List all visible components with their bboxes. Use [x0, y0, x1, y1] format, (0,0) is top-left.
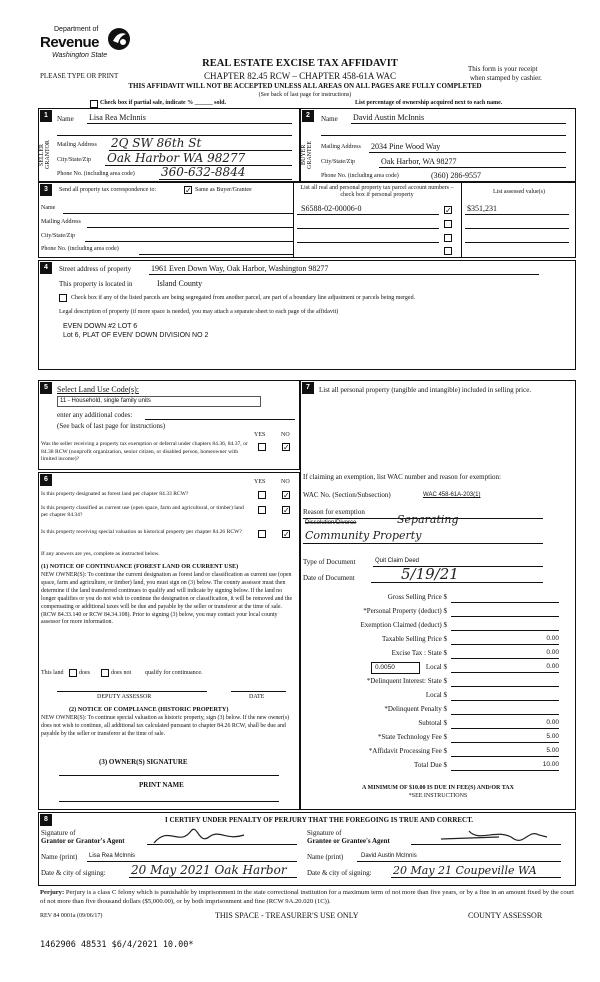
exemption-question: Was the seller receiving a property tax exemption or deferral under chapters 84.36, 84.37, or 84.38 RCW (nonprofit organization, senior citizen, or disabled person, homeowner with limited income)? [41, 441, 248, 462]
section-8 [38, 812, 576, 886]
certify-statement: I CERTIFY UNDER PENALTY OF PERJURY THAT THE FOREGOING IS TRUE AND CORRECT. [164, 816, 473, 824]
tax-row-label: Excise Tax : State $ [391, 649, 447, 657]
additional-codes-label: enter any additional codes: [57, 411, 133, 419]
tax-row-value [451, 593, 559, 603]
personal-property-checkbox-3[interactable] [444, 234, 452, 242]
exemption-no-checkbox[interactable]: ✓ [283, 443, 290, 452]
tax-row [307, 607, 565, 619]
grantor-name-label: Name (print) [41, 853, 78, 861]
grantor-date-city-label: Date & city of signing: [41, 869, 106, 877]
q-current-use: Is this property classified as current use (open space, farm and agricultural, or timber) land per chapter 84.34? [41, 505, 244, 518]
current-use-no-checkbox[interactable]: ✓ [283, 506, 290, 515]
receipt-note-1: This form is your receipt [468, 65, 538, 73]
segregated-checkbox[interactable] [59, 294, 67, 302]
s6-no-header: NO [281, 479, 290, 485]
grantee-date-city-label: Date & city of signing: [307, 869, 372, 877]
grantee-sig-label-1: Signature of [307, 829, 342, 837]
s5-yes-header: YES [254, 432, 266, 438]
buyer-mailing: 2034 Pine Wood Way [371, 142, 441, 151]
tax-row-value [451, 677, 559, 687]
dor-logo-revenue: Revenue [40, 34, 100, 51]
tax-row [307, 677, 565, 689]
tax-row-local [307, 663, 565, 675]
section-6 [38, 472, 300, 810]
tax-row-value [451, 691, 559, 701]
receipt-note-2: when stamped by cashier. [470, 74, 542, 82]
s3-phone-label: Phone No. (including area code) [41, 246, 119, 252]
assessed-value: $351,231 [467, 204, 497, 213]
seller-mailing: 2Q SW 86th St [111, 136, 202, 150]
buyer-city-label: City/State/Zip [321, 159, 355, 165]
grantor-sig-label-2: Grantor or Grantor's Agent [41, 837, 125, 845]
buyer-city: Oak Harbor, WA 98277 [381, 157, 457, 166]
street-address: 1961 Even Down Way, Oak Harbor, Washington 98277 [151, 264, 329, 273]
tax-row [307, 691, 565, 703]
tax-row-label: Gross Selling Price $ [387, 593, 447, 601]
assessed-header: List assessed value(s) [493, 189, 545, 195]
tax-row-label: Local $ [425, 663, 447, 671]
historic-yes-checkbox[interactable] [258, 530, 266, 538]
exemption-claim-label: If claiming an exemption, list WAC number and reason for exemption: [303, 473, 501, 481]
county-label: This property is located in [59, 280, 133, 288]
legal-desc-label: Legal description of property (if more space is needed, you may attach a separate sheet to each page of the affidavit) [59, 309, 339, 315]
wac-label: WAC No. (Section/Subsection) [303, 491, 391, 499]
grantee-name-label: Name (print) [307, 853, 344, 861]
dor-logo-dept: Department of [54, 26, 99, 33]
perjury-bold: Perjury: [40, 889, 65, 896]
land-use-label: Select Land Use Code(s): [57, 385, 139, 394]
street-label: Street address of property [59, 265, 132, 273]
notice-1-title: (1) NOTICE OF CONTINUANCE (FOREST LAND OR CURRENT USE) [41, 563, 239, 570]
form-title: REAL ESTATE EXCISE TAX AFFIDAVIT [202, 58, 398, 69]
instructions-note: (See back of last page for instructions) [258, 92, 352, 98]
historic-no-checkbox[interactable]: ✓ [283, 530, 290, 539]
s5-no-header: NO [281, 432, 290, 438]
tax-row [307, 747, 565, 759]
buyer-phone-label: Phone No. (including area code) [321, 173, 399, 179]
owner-signature-label: (3) OWNER(S) SIGNATURE [99, 758, 188, 766]
tax-row-value: 10.00 [451, 761, 559, 771]
current-use-yes-checkbox[interactable] [258, 506, 266, 514]
does-not-label: does not [111, 670, 132, 676]
tax-row [307, 635, 565, 647]
tax-row-label: *Affidavit Processing Fee $ [368, 747, 447, 755]
doc-type-label: Type of Document [303, 558, 356, 566]
cashier-stamp: 1462906 48531 $6/4/2021 10.00* [40, 940, 194, 950]
grantor-sig-label-1: Signature of [41, 829, 76, 837]
ownership-note: List percentage of ownership acquired next to each name. [355, 100, 503, 106]
dor-logo-state: Washington State [52, 52, 108, 59]
grantee-name-print: David Austin McInnis [361, 853, 417, 859]
grantor-signature [149, 823, 249, 849]
legal-line-2: Lot 6, PLAT OF EVEN' DOWN DIVISION NO 2 [63, 332, 209, 339]
form-subtitle: CHAPTER 82.45 RCW – CHAPTER 458-61A WAC [204, 71, 396, 81]
buyer-side-label: BUYER GRANTEE [301, 141, 313, 169]
tax-row-value: 0.00 [451, 649, 559, 659]
dor-logo-mark-icon [106, 26, 132, 52]
same-as-buyer-label: Same as Buyer/Grantee [195, 187, 252, 193]
print-note: PLEASE TYPE OR PRINT [40, 72, 119, 80]
see-instructions: *SEE INSTRUCTIONS [408, 793, 468, 799]
print-name-label: PRINT NAME [139, 781, 184, 789]
notice-2-title: (2) NOTICE OF COMPLIANCE (HISTORIC PROPERTY) [69, 706, 229, 713]
tax-row [307, 649, 565, 661]
seller-name: Lisa Rea McInnis [89, 113, 146, 122]
section-7-number: 7 [302, 382, 314, 394]
same-as-buyer-checkbox[interactable]: ✓ [185, 186, 192, 195]
section-8-number: 8 [40, 814, 52, 826]
rev-number: REV 84 0001a (09/06/17) [40, 913, 103, 919]
seller-city: Oak Harbor WA 98277 [107, 151, 246, 165]
tax-row-label: Taxable Selling Price $ [381, 635, 447, 643]
tax-row [307, 733, 565, 745]
doc-date-value: 5/19/21 [401, 565, 459, 583]
tax-row-label: Local $ [425, 691, 447, 699]
forest-yes-checkbox[interactable] [258, 491, 266, 499]
tax-row [307, 593, 565, 605]
seller-side-label: SELLER GRANTOR [39, 140, 51, 170]
tax-row-label: Exemption Claimed (deduct) $ [360, 621, 447, 629]
doc-type-value: Quit Claim Deed [375, 558, 420, 564]
section-3 [38, 182, 576, 258]
section-2-buyer [300, 108, 576, 182]
partial-sale-checkbox[interactable] [90, 100, 98, 108]
section-3-number: 3 [40, 184, 52, 196]
doc-date-label: Date of Document [303, 574, 355, 582]
tax-row-value: 5.00 [451, 733, 559, 743]
see-back-label: (See back of last page for instructions) [57, 422, 166, 430]
segregated-label: Check box if any of the listed parcels are being segregated from another parcel, are part of a boundary line adjustment or parcels being merged. [71, 295, 416, 301]
parcel-number: S6588-02-00006-0 [301, 204, 362, 213]
tax-row-value: 0.00 [451, 663, 559, 673]
dor-logo [40, 22, 135, 64]
section-2-number: 2 [302, 110, 314, 122]
seller-city-label: City/State/Zip [57, 157, 91, 163]
minimum-note: A MINIMUM OF $10.00 IS DUE IN FEE(S) AND/OR TAX [362, 785, 514, 791]
section-5 [38, 380, 300, 470]
q-historic: Is this property receiving special valuation as historical property per chapter 84.26 RCW? [41, 529, 242, 535]
tax-row-value: 0.00 [451, 719, 559, 729]
local-rate-box: 0.0050 [371, 662, 420, 674]
county-assessor: COUNTY ASSESSOR [468, 911, 543, 920]
seller-mailing-label: Mailing Address [57, 142, 97, 148]
tax-row-label: Subtotal $ [418, 719, 447, 727]
exemption-yes-checkbox[interactable] [258, 443, 266, 451]
land-does-label: This land [41, 670, 64, 676]
forest-no-checkbox[interactable]: ✓ [283, 491, 290, 500]
legal-line-1: EVEN DOWN #2 LOT 6 [63, 323, 138, 330]
grantor-name-print: Lisa Rea McInnis [89, 853, 136, 859]
tax-row-label: *Personal Property (deduct) $ [363, 607, 447, 615]
parcel-header: List all real and personal property tax parcel account numbers – check box if personal property [300, 185, 454, 198]
reason-label: Reason for exemption [303, 508, 365, 516]
does-not-checkbox[interactable] [101, 669, 109, 677]
perjury-notice [40, 888, 576, 906]
section-6-number: 6 [40, 474, 52, 486]
s3-city-label: City/State/Zip [41, 233, 75, 239]
grantor-date-city: 20 May 2021 Oak Harbor [131, 863, 287, 877]
buyer-mailing-label: Mailing Address [321, 144, 361, 150]
deputy-date-label: DATE [249, 694, 265, 700]
wac-value: WAC 458-61A-203(1) [423, 492, 481, 498]
tax-row-value [451, 621, 559, 631]
personal-property-checkbox-4[interactable] [444, 247, 452, 255]
tax-row-label: *Delinquent Penalty $ [384, 705, 447, 713]
tax-row-value [451, 705, 559, 715]
land-use-select[interactable]: 11 - Household, single family units [57, 396, 261, 407]
tax-row [307, 705, 565, 717]
notice-1-body: NEW OWNER(S): To continue the current designation as forest land or classification as current use (open space, farm and agriculture, or timber) land, you must sign on (3) below. The county assessor must then determine if the land transferred continues to qualify and will indicate by signing below. If the land no longer qualifies or you do not wish to continue the designation or classification, it will be removed and the compensating or additional taxes will be due and payable by the seller or transferor at the time of sale. (RCW 84.33.140 or RCW 84.34.108). Prior to signing (3) below, you may contact your local county assessor for more information. [41, 572, 293, 626]
buyer-phone: (360) 286-9557 [431, 171, 481, 180]
grantee-date-city: 20 May 21 Coupeville WA [393, 864, 537, 877]
grantee-sig-label-2: Grantee or Grantee's Agent [307, 837, 390, 845]
tax-row-value: 5.00 [451, 747, 559, 757]
county-name: Island County [157, 279, 203, 288]
tax-row-label: Total Due $ [414, 761, 447, 769]
q-forest-land: Is this property designated as forest land per chapter 84.33 RCW? [41, 491, 189, 497]
buyer-name: David Austin McInnis [353, 113, 425, 122]
tax-row [307, 719, 565, 731]
seller-phone: 360-632-8844 [161, 165, 246, 179]
send-correspondence-label: Send all property tax correspondence to: [59, 187, 157, 193]
s3-name-label: Name [41, 205, 56, 211]
section-4 [38, 260, 576, 370]
section-4-number: 4 [40, 262, 52, 274]
partial-sale-label: Check box if partial sale, indicate % ______ sold. [100, 100, 227, 106]
qualify-label: qualify for continuance. [145, 670, 203, 676]
personal-property-checkbox-2[interactable] [444, 220, 452, 228]
form-warning: THIS AFFIDAVIT WILL NOT BE ACCEPTED UNLESS ALL AREAS ON ALL PAGES ARE FULLY COMPLETED [128, 82, 482, 90]
buyer-name-label: Name [321, 115, 338, 123]
personal-property-checkbox-1[interactable]: ✓ [445, 206, 452, 215]
section-5-number: 5 [40, 382, 52, 394]
tax-row-value [451, 607, 559, 617]
personal-property-label: List all personal property (tangible and intangible) included in selling price. [319, 386, 532, 394]
reason-struck: Dissolution/Divorce [305, 520, 357, 526]
does-label: does [79, 670, 90, 676]
tax-row-label: *Delinquent Interest: State $ [366, 677, 447, 685]
tax-row-label: *State Technology Fee $ [377, 733, 447, 741]
tax-row-value: 0.00 [451, 635, 559, 645]
tax-calculation [307, 593, 569, 793]
tax-row [307, 621, 565, 633]
s3-mailing-label: Mailing Address [41, 219, 81, 225]
section-1-number: 1 [40, 110, 52, 122]
perjury-text: Perjury is a class C felony which is punishable by imprisonment in the state correctional institution for a maximum term of not more than five years, or by a fine in an amount fixed by the court of not more than five thousand dollars ($5,000.00), or by both imprisonment and fine (RCW 9A.20.020 (1C)). [40, 889, 574, 905]
tax-row [307, 761, 565, 773]
section-7 [300, 380, 576, 810]
notice-2-body: NEW OWNER(S): To continue special valuation as historic property, sign (3) below. If the new owner(s) does not wish to continue, all additional tax calculated pursuant to chapter 84.26 RCW, shall be due and payable by the seller or transferor at the time of sale. [41, 715, 290, 737]
if-yes-note: If any answers are yes, complete as instructed below. [41, 551, 160, 557]
reason-handwritten-2: Community Property [305, 529, 422, 542]
section-1-seller [38, 108, 300, 182]
reason-handwritten-1: Separating [397, 513, 459, 526]
seller-name-label: Name [57, 115, 74, 123]
does-checkbox[interactable] [69, 669, 77, 677]
seller-phone-label: Phone No. (including area code) [57, 171, 135, 177]
s6-yes-header: YES [254, 479, 266, 485]
deputy-assessor-label: DEPUTY ASSESSOR [97, 694, 152, 700]
treasurer-space: THIS SPACE - TREASURER'S USE ONLY [215, 911, 359, 920]
